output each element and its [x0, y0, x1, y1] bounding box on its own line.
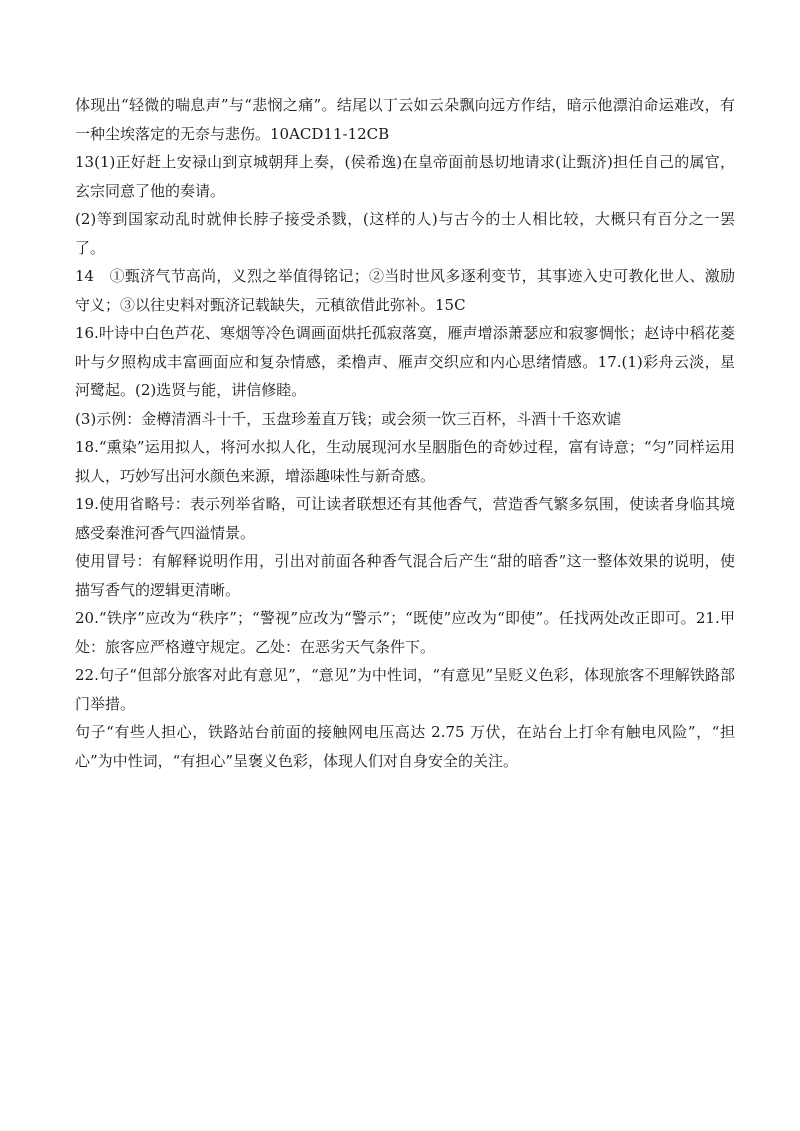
- paragraph-7: 18.“熏染”运用拟人，将河水拟人化，生动展现河水呈胭脂色的奇妙过程，富有诗意；“匀”同样运用拟人，巧妙写出河水颜色来源，增添趣味性与新奇感。: [75, 438, 735, 485]
- paragraph-5: 16.叶诗中白色芦花、寒烟等冷色调画面烘托孤寂落寞，雁声增添萧瑟应和寂寥惆怅；赵诗中稻花菱叶与夕照构成丰富画面应和复杂情感，柔橹声、雁声交织应和内心思绪情感。17.(1)彩舟云淡，星河鹭起。(2)选贤与能，讲信修睦。: [75, 324, 735, 399]
- paragraph-9: 使用冒号：有解释说明作用，引出对前面各种香气混合后产生“甜的暗香”这一整体效果的说明，使描写香气的逻辑更清晰。: [75, 552, 735, 599]
- paragraph-1: 体现出“轻微的喘息声”与“悲悯之痛”。结尾以丁云如云朵飘向远方作结，暗示他漂泊命运难改，有一种尘埃落定的无奈与悲伤。10ACD11-12CB: [75, 96, 735, 143]
- paragraph-4: 14 ①甄济气节高尚，义烈之举值得铭记；②当时世风多逐利变节，其事迹入史可教化世人、激励守义；③以往史料对甄济记载缺失，元稹欲借此弥补。15C: [75, 267, 735, 314]
- paragraph-10: 20.“铁序”应改为“秩序”；“警视”应改为“警示”；“既使”应改为“即使”。任找两处改正即可。21.甲处：旅客应严格遵守规定。乙处：在恶劣天气条件下。: [75, 609, 735, 656]
- paragraph-12: 句子“有些人担心，铁路站台前面的接触网电压高达 2.75 万伏，在站台上打伞有触电风险”，“担心”为中性词，“有担心”呈褒义色彩，体现人们对自身安全的关注。: [75, 723, 735, 770]
- paragraph-8: 19.使用省略号：表示列举省略，可让读者联想还有其他香气，营造香气繁多氛围，使读者身临其境感受秦淮河香气四溢情景。: [75, 495, 735, 542]
- paragraph-2: 13(1)正好赶上安禄山到京城朝拜上奏，(侯希逸)在皇帝面前恳切地请求(让甄济)担任自己的属官，玄宗同意了他的奏请。: [75, 153, 735, 200]
- paragraph-6: (3)示例：金樽清酒斗十千，玉盘珍羞直万钱；或会须一饮三百杯，斗酒十千恣欢谑: [75, 409, 622, 428]
- paragraph-11: 22.句子“但部分旅客对此有意见”，“意见”为中性词，“有意见”呈贬义色彩，体现旅客不理解铁路部门举措。: [75, 666, 735, 713]
- paragraph-3: (2)等到国家动乱时就伸长脖子接受杀戮，(这样的人)与古今的士人相比较，大概只有百分之一罢了。: [75, 210, 735, 257]
- answer-document: [75, 91, 735, 775]
